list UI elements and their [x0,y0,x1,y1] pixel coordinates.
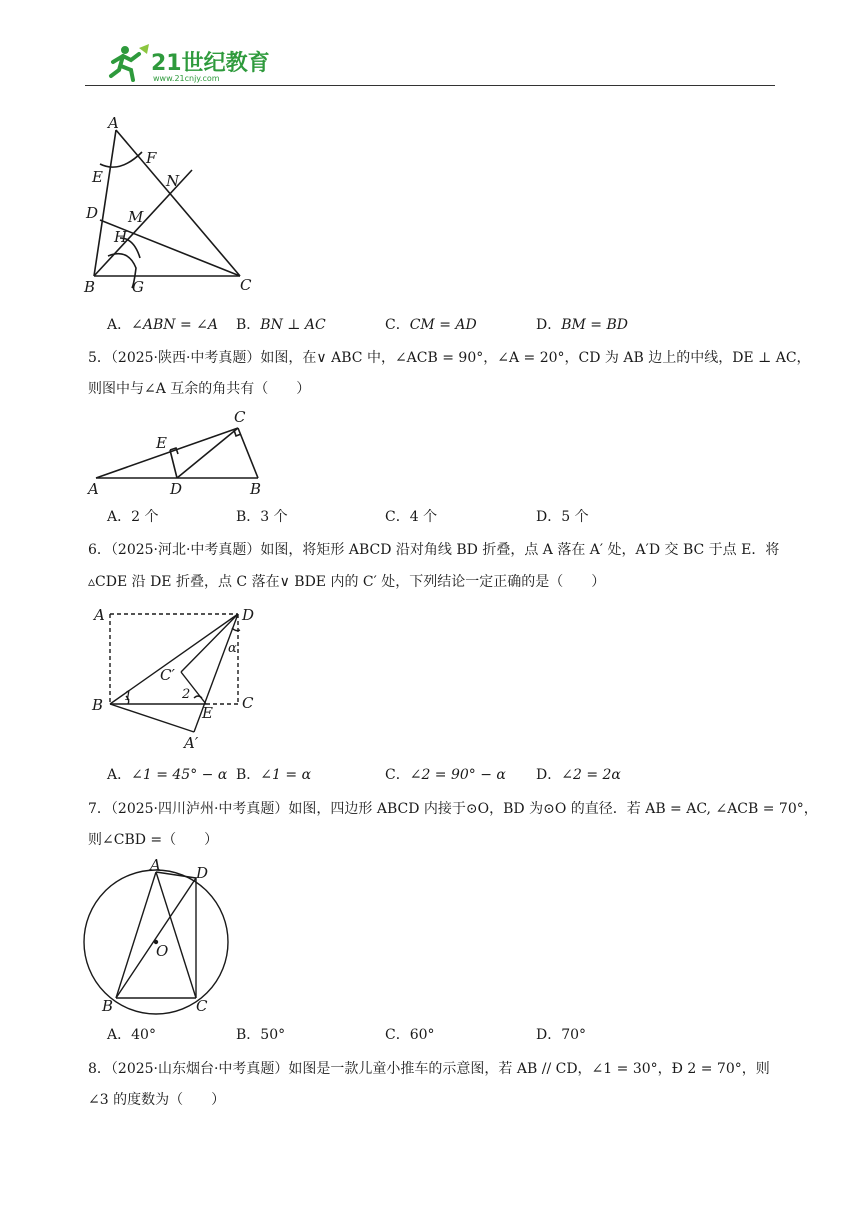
q5-stem-line1: 5．（2025·陕西·中考真题）如图，在∨ ABC 中，∠ACB = 90°，∠A = 20°，CD 为 AB 边上的中线，DE ⊥ AC， [88,350,811,366]
q4-option-b[interactable]: B．BN ⊥ AC [236,317,326,333]
q7-option-d[interactable]: D．70° [536,1027,587,1043]
q6-option-a[interactable]: A．∠1 = 45° − α [107,767,228,783]
q6-option-b[interactable]: B．∠1 = α [236,767,312,783]
svg-text:C: C [196,997,208,1015]
svg-text:B: B [84,278,96,296]
q6-stem-line1: 6．（2025·河北·中考真题）如图，将矩形 ABCD 沿对角线 BD 折叠，点 A 落在 A′ 处，A′D 交 BC 于点 E．将 [88,542,780,558]
svg-text:www.21cnjy.com: www.21cnjy.com [153,74,220,83]
svg-text:D: D [196,864,209,882]
q5-option-b[interactable]: B．3 个 [236,509,288,525]
q5-figure [86,406,276,502]
svg-text:D: D [86,204,99,222]
q8-stem-line2: ∠3 的度数为（ ） [88,1092,226,1108]
q7-option-c[interactable]: C．60° [385,1027,435,1043]
svg-text:2: 2 [182,687,191,702]
q4-option-c[interactable]: C．CM = AD [385,317,477,333]
svg-text:A: A [88,480,99,498]
svg-text:C: C [234,408,246,426]
svg-text:21世纪教育: 21世纪教育 [151,51,270,76]
q7-stem-line2: 则∠CBD =（ ） [88,832,219,848]
svg-text:D: D [242,606,255,624]
q7-stem-line1: 7．（2025·四川泸州·中考真题）如图，四边形 ABCD 内接于⊙O，BD 为⊙O 的直径．若 AB = AC, ∠ACB = 70°， [88,801,818,817]
svg-text:1: 1 [124,689,133,704]
q5-option-a[interactable]: A．2 个 [107,509,159,525]
q6-figure [86,600,266,756]
svg-text:C′: C′ [160,666,175,684]
svg-text:A: A [108,114,119,132]
svg-text:O: O [156,942,169,960]
q4-option-a[interactable]: A．∠ABN = ∠A [107,317,218,333]
svg-text:A: A [94,606,105,624]
svg-text:E: E [92,168,103,186]
svg-text:F: F [146,149,157,167]
svg-text:C: C [240,276,252,294]
q4-figure [80,108,280,307]
runner-icon [111,44,149,80]
q6-stem-line2: ▵CDE 沿 DE 折叠，点 C 落在∨ BDE 内的 C′ 处，下列结论一定正确的是（ ） [88,574,606,590]
svg-text:A: A [150,856,161,874]
svg-text:α: α [228,641,237,656]
svg-text:B: B [92,696,104,714]
svg-text:H: H [114,228,128,246]
svg-text:M: M [128,208,144,226]
q4-option-d[interactable]: D．BM = BD [536,317,629,333]
q5-stem-line2: 则图中与∠A 互余的角共有（ ） [88,381,311,397]
q7-option-b[interactable]: B．50° [236,1027,286,1043]
svg-text:N: N [166,172,180,190]
svg-text:E: E [202,704,213,722]
svg-text:G: G [132,278,144,296]
q5-option-d[interactable]: D．5 个 [536,509,589,525]
q6-option-d[interactable]: D．∠2 = 2α [536,767,621,783]
svg-text:A′: A′ [184,734,199,752]
svg-text:D: D [170,480,183,498]
svg-text:B: B [250,480,262,498]
q5-option-c[interactable]: C．4 个 [385,509,438,525]
q7-option-a[interactable]: A．40° [107,1027,156,1043]
svg-text:C: C [242,694,254,712]
svg-text:E: E [156,434,167,452]
q6-option-c[interactable]: C．∠2 = 90° − α [385,767,506,783]
svg-text:B: B [102,997,114,1015]
q7-figure [80,856,245,1020]
q8-stem-line1: 8．（2025·山东烟台·中考真题）如图是一款儿童小推车的示意图，若 AB // CD，∠1 = 30°，Ð 2 = 70°，则 [88,1061,770,1077]
header-divider [85,85,775,86]
site-logo [105,40,280,84]
